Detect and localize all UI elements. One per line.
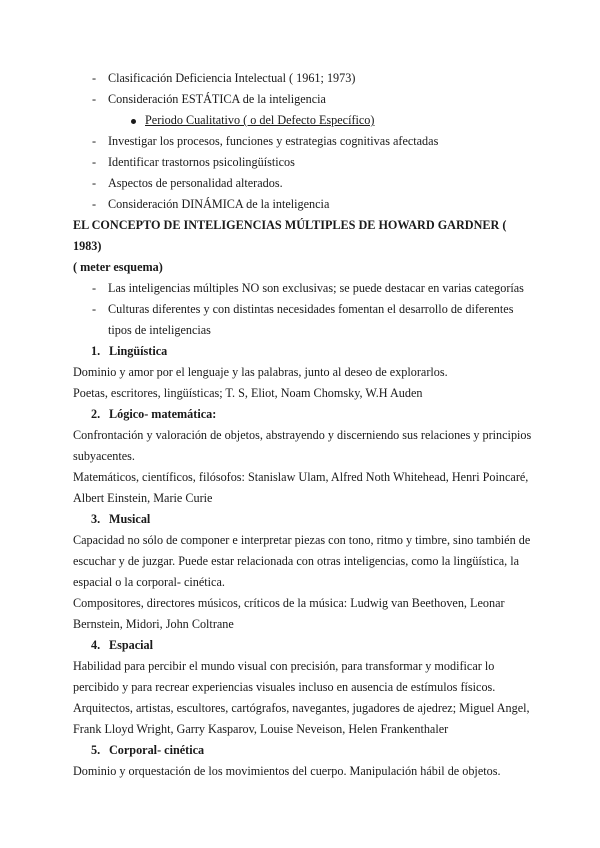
section-number: 4. [91, 638, 101, 652]
list-item: Consideración ESTÁTICA de la inteligencia [108, 92, 326, 106]
dash-marker: - [92, 134, 97, 148]
list-item: Investigar los procesos, funciones y estrategias cognitivas afectadas [108, 134, 439, 148]
list-item: Identificar trastornos psicolingüísticos [108, 155, 295, 169]
section-number: 5. [91, 743, 101, 757]
paragraph-line: Habilidad para percibir el mundo visual con precisión, para transformar y modificar lo [73, 659, 495, 673]
list-item: Clasificación Deficiencia Intelectual ( 1961; 1973) [108, 71, 356, 85]
sub-list-item: Periodo Cualitativo ( o del Defecto Específico) [145, 113, 375, 127]
note: ( meter esquema) [73, 260, 163, 274]
paragraph-line: Poetas, escritores, lingüísticas; T. S, Eliot, Noam Chomsky, W.H Auden [73, 386, 423, 400]
paragraph-line: Bernstein, Midori, John Coltrane [73, 617, 234, 631]
list-item: Las inteligencias múltiples NO son exclusivas; se puede destacar en varias categorías [108, 281, 524, 295]
section-number: 3. [91, 512, 101, 526]
dash-marker: - [92, 155, 97, 169]
list-item: Aspectos de personalidad alterados. [108, 176, 283, 190]
section-title: Lingüística [109, 344, 168, 358]
paragraph-line: Frank Lloyd Wright, Garry Kasparov, Louise Neveison, Helen Frankenthaler [73, 722, 449, 736]
dash-marker: - [92, 92, 97, 106]
section-title: Corporal- cinética [109, 743, 205, 757]
dash-marker: - [92, 302, 97, 316]
paragraph-line: Matemáticos, científicos, filósofos: Stanislaw Ulam, Alfred Noth Whitehead, Henri Poincaré, [73, 470, 529, 484]
list-item-cont: tipos de inteligencias [108, 323, 211, 337]
paragraph-line: escuchar y de juzgar. Puede estar relacionada con otras inteligencias, como la lingüística, la [73, 554, 520, 568]
bullet-dot-icon [131, 119, 136, 124]
section-title: Musical [109, 512, 151, 526]
list-item: Culturas diferentes y con distintas necesidades fomentan el desarrollo de diferentes [108, 302, 514, 316]
paragraph-line: Arquitectos, artistas, escultores, cartógrafos, navegantes, jugadores de ajedrez; Miguel Angel, [73, 701, 530, 715]
paragraph-line: percibido y para recrear experiencias visuales incluso en ausencia de estímulos físicos. [73, 680, 496, 694]
paragraph-line: Confrontación y valoración de objetos, abstrayendo y discerniendo sus relaciones y principios [73, 428, 532, 442]
paragraph-line: Compositores, directores músicos, críticos de la música: Ludwig van Beethoven, Leonar [73, 596, 505, 610]
dash-marker: - [92, 71, 97, 85]
section-title: Lógico- matemática: [109, 407, 217, 421]
section-number: 2. [91, 407, 101, 421]
dash-marker: - [92, 281, 97, 295]
section-number: 1. [91, 344, 101, 358]
list-item: Consideración DINÁMICA de la inteligencia [108, 197, 330, 211]
section-heading: EL CONCEPTO DE INTELIGENCIAS MÚLTIPLES DE HOWARD GARDNER ( [73, 218, 507, 232]
dash-marker: - [92, 197, 97, 211]
dash-marker: - [92, 176, 97, 190]
paragraph-line: espacial o la corporal- cinética. [73, 575, 225, 589]
paragraph-line: Albert Einstein, Marie Curie [73, 491, 213, 505]
section-title: Espacial [109, 638, 154, 652]
paragraph-line: Capacidad no sólo de componer e interpretar piezas con tono, ritmo y timbre, sino también de [73, 533, 531, 547]
paragraph-line: Dominio y amor por el lenguaje y las palabras, junto al deseo de explorarlos. [73, 365, 448, 379]
paragraph-line: Dominio y orquestación de los movimientos del cuerpo. Manipulación hábil de objetos. [73, 764, 501, 778]
paragraph-line: subyacentes. [73, 449, 135, 463]
section-heading-cont: 1983) [73, 239, 102, 253]
